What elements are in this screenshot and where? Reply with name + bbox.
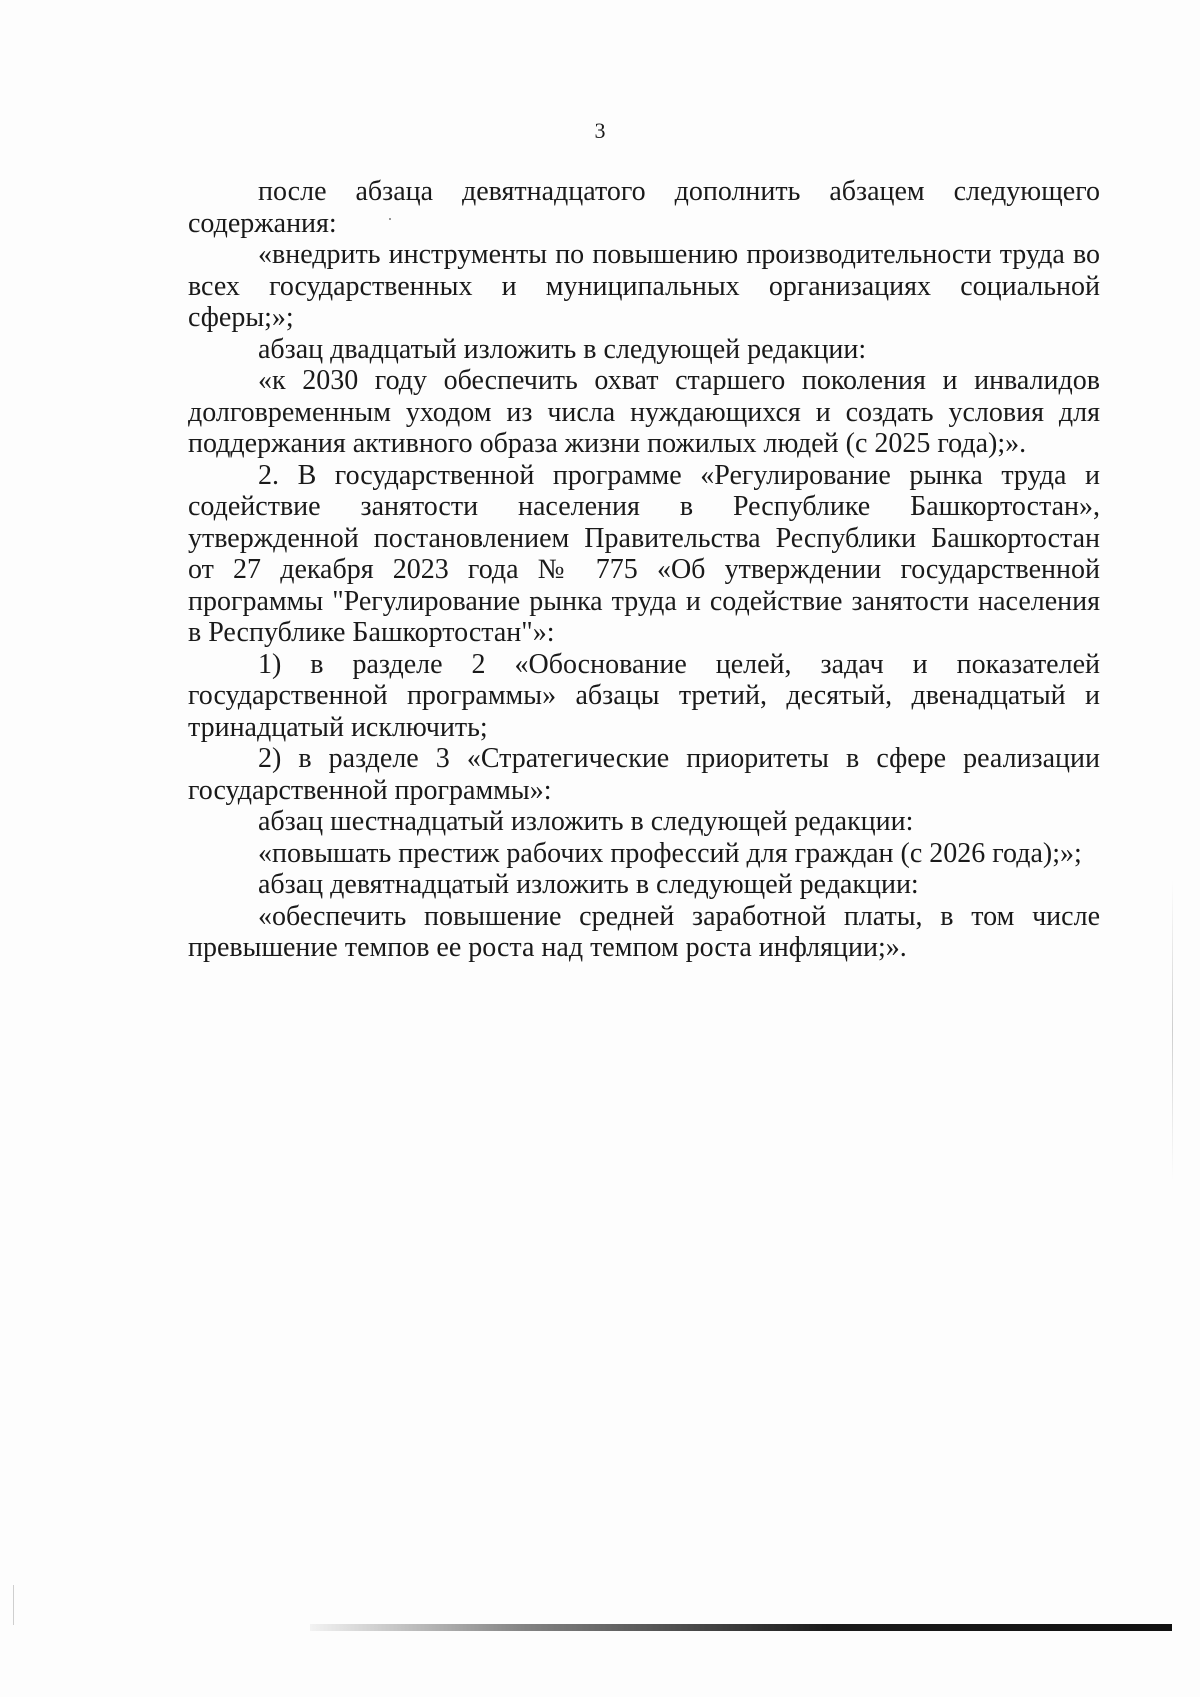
paragraph-10: абзац девятнадцатый изложить в следующей редакции: [258,869,919,900]
paragraph-2: «внедрить инструменты по повышению производительности труда во всех государственных и муниципальных организациях социальной сферы;»; [188,239,1100,333]
paragraph-9: «повышать престиж рабочих профессий для граждан (с 2026 года);»; [258,837,1082,869]
paragraph-7: 2) в разделе 3 «Стратегические приоритеты в сфере реализации государственной программы»: [188,743,1100,806]
paragraph-5: 2. В государственной программе «Регулирование рынка труда и содействие занятости населения в Республике Башкортостан», утвержденной постановлением Правительства Республики Башкортостан от 27 декабря 2023 года № 775 «Об утверждении государственной программы "Регулирование рынка труда и содействие занятости населения в Республике Башкортостан"»: [188,459,1100,648]
scan-speck [389,218,391,220]
paragraph-8: абзац шестнадцатый изложить в следующей редакции: [258,806,914,837]
scan-edge-line-left [13,1585,14,1625]
paragraph-1: после абзаца девятнадцатого дополнить абзацем следующего содержания: [188,176,1100,239]
document-body [188,176,1100,964]
scan-edge-line-right [1172,880,1173,1180]
paragraph-3: абзац двадцатый изложить в следующей редакции: [258,333,867,365]
scan-bottom-bar [310,1624,1172,1631]
paragraph-11: «обеспечить повышение средней заработной платы, в том числе превышение темпов ее роста над темпом роста инфляции;». [188,900,1100,963]
paragraph-6: 1) в разделе 2 «Обоснование целей, задач и показателей государственной программы» абзацы третий, десятый, двенадцатый и тринадцатый исключить; [188,648,1100,743]
paragraph-4: «к 2030 году обеспечить охват старшего поколения и инвалидов долговременным уходом из числа нуждающихся и создать условия для поддержания активного образа жизни пожилых людей (с 2025 года);». [188,365,1100,459]
page-number: 3 [594,118,606,143]
